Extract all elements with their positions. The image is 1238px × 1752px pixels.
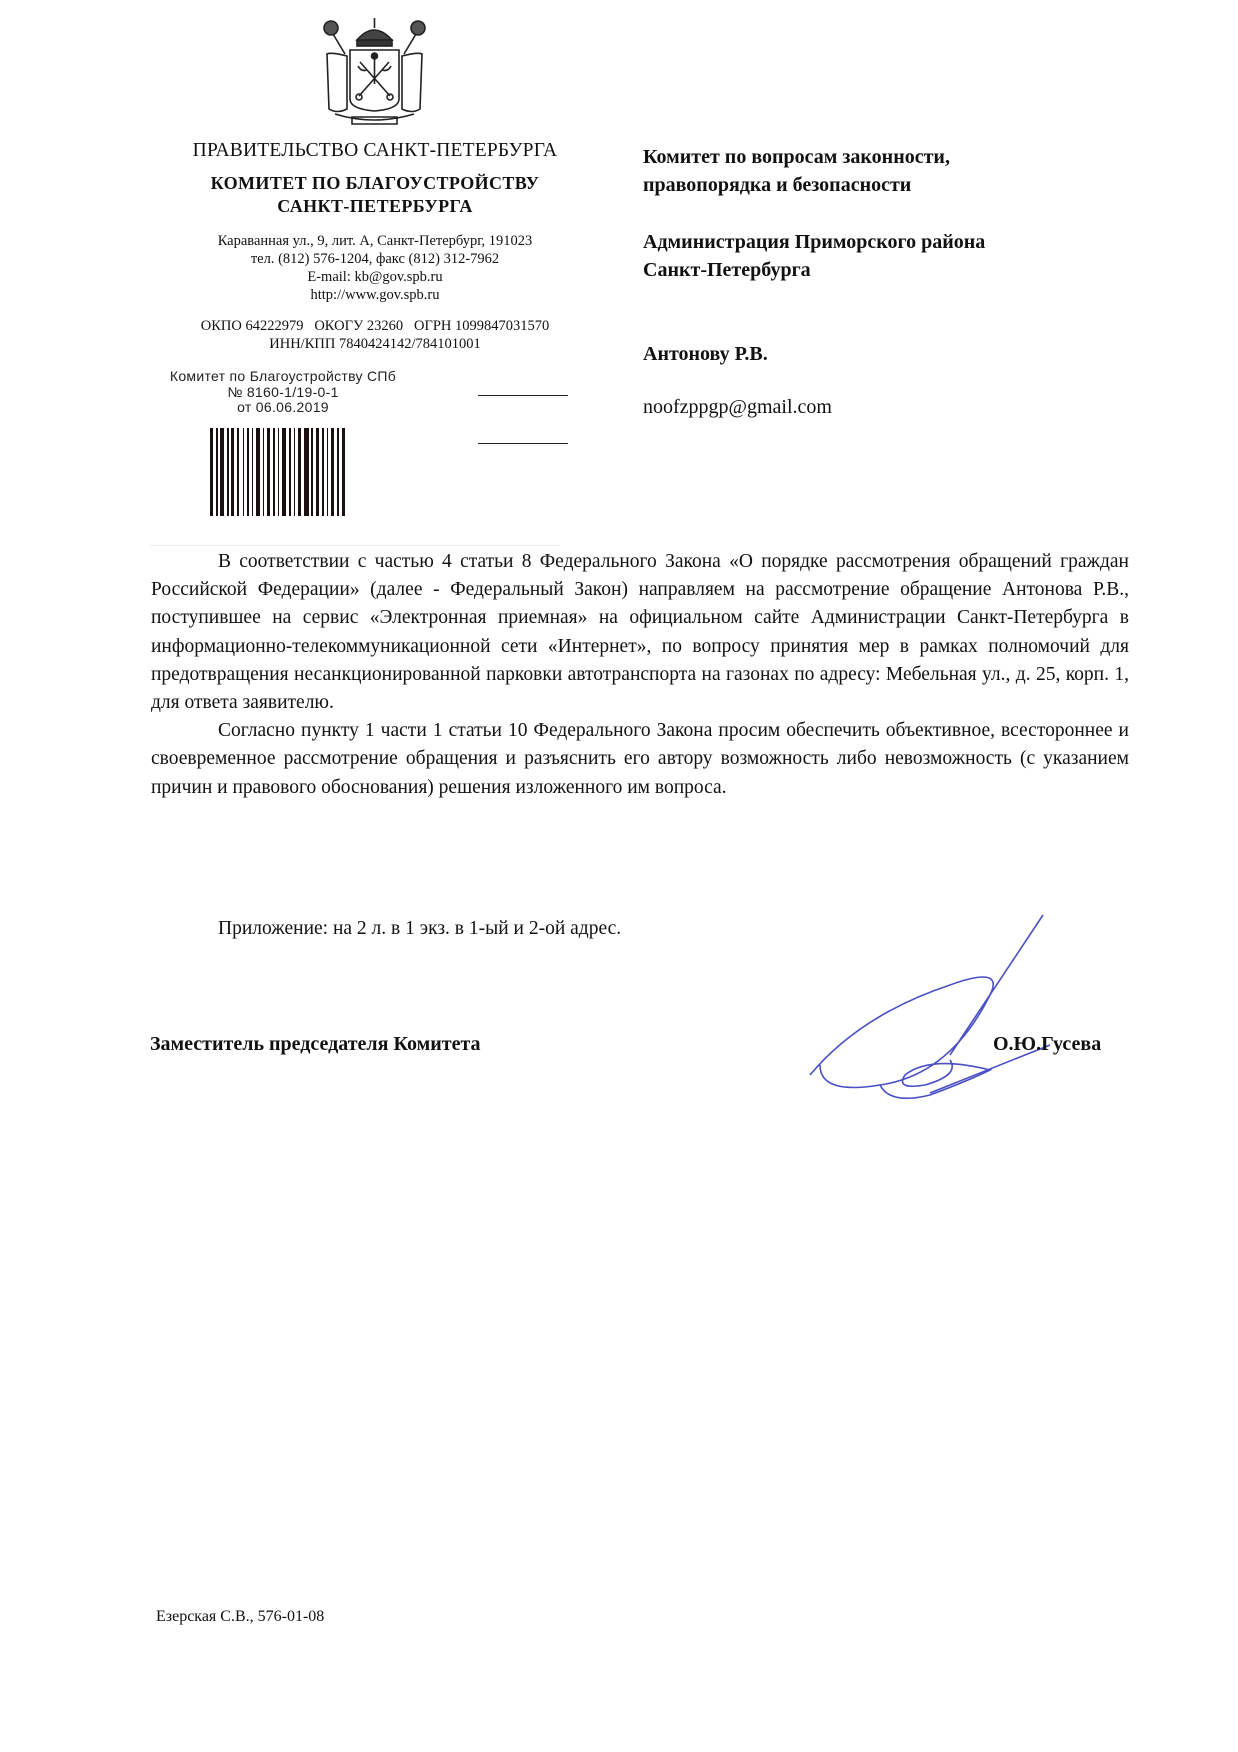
postal-address: Караванная ул., 9, лит. А, Санкт-Петербург, 191023 bbox=[217, 233, 533, 249]
stamp-organization: Комитет по Благоустройству СПб bbox=[169, 368, 397, 384]
stamp-date: от 06.06.2019 bbox=[237, 399, 329, 415]
signer-name: О.Ю.Гусева bbox=[993, 1033, 1102, 1055]
executor-contact: Езерская С.В., 576-01-08 bbox=[156, 1608, 325, 1625]
blank-line-number bbox=[478, 443, 568, 444]
body-paragraph-2: Согласно пункту 1 части 1 статьи 10 Федерального Закона просим обеспечить объективное, всестороннее и своевременное рассмотрение обращения и разъяснить его автору возможность либо невозможность (с указанием причин и правового обоснования) решения изложенного им вопроса. bbox=[151, 720, 1129, 798]
phone-fax: тел. (812) 576-1204, факс (812) 312-7962 bbox=[250, 251, 500, 267]
recipient-administration bbox=[643, 228, 985, 284]
email-address: E-mail: kb@gov.spb.ru bbox=[307, 269, 443, 285]
recipient-line: Администрация Приморского района bbox=[643, 231, 986, 253]
registration-stamp bbox=[128, 369, 438, 416]
letter-body bbox=[151, 548, 1129, 802]
recipient-line: Санкт-Петербурга bbox=[643, 259, 811, 281]
codes-line2: ИНН/КПП 7840424142/784101001 bbox=[269, 336, 481, 352]
attachment-note: Приложение: на 2 л. в 1 экз. в 1-ый и 2-ой адрес. bbox=[218, 918, 622, 939]
recipient-committee bbox=[643, 143, 950, 199]
contact-info bbox=[140, 232, 610, 304]
committee-name-line1: КОМИТЕТ ПО БЛАГОУСТРОЙСТВУ bbox=[210, 173, 540, 193]
registration-codes bbox=[140, 317, 610, 353]
stamp-number: № 8160-1/19-0-1 bbox=[227, 383, 339, 400]
blank-line-date bbox=[478, 395, 568, 396]
recipient-person bbox=[643, 340, 768, 368]
website-link[interactable]: http://www.gov.spb.ru bbox=[310, 287, 440, 303]
committee-name-line2: САНКТ-ПЕТЕРБУРГА bbox=[277, 196, 473, 216]
recipient-line: правопорядка и безопасности bbox=[643, 174, 912, 196]
barcode-icon bbox=[210, 428, 350, 516]
recipient-line: Антонову Р.В. bbox=[643, 343, 768, 365]
handwritten-signature-icon bbox=[800, 905, 1060, 1105]
recipient-email[interactable]: noofzppgp@gmail.com bbox=[643, 396, 832, 418]
government-title: ПРАВИТЕЛЬСТВО САНКТ-ПЕТЕРБУРГА bbox=[192, 140, 558, 161]
coat-of-arms-icon bbox=[317, 14, 432, 126]
recipient-line: Комитет по вопросам законности, bbox=[643, 146, 950, 168]
signer-title: Заместитель председателя Комитета bbox=[150, 1033, 481, 1055]
codes-line1: ОКПО 64222979 ОКОГУ 23260 ОГРН 1099847031570 bbox=[200, 318, 550, 334]
body-paragraph-1: В соответствии с частью 4 статьи 8 Федерального Закона «О порядке рассмотрения обращений граждан Российской Федерации» (далее - Федеральный Закон) направляем на рассмотрение обращение Антонова Р.В., поступившее на сервис «Электронная приемная» на официальном сайте Администрации Санкт-Петербурга в информационно-телекоммуникационной сети «Интернет», по вопросу принятия мер в рамках полномочий для предотвращения несанкционированной парковки автотранспорта на газонах по адресу: Мебельная ул., д. 25, корп. 1, для ответа заявителю. bbox=[151, 551, 1129, 714]
divider bbox=[150, 545, 560, 546]
committee-name bbox=[140, 172, 610, 218]
